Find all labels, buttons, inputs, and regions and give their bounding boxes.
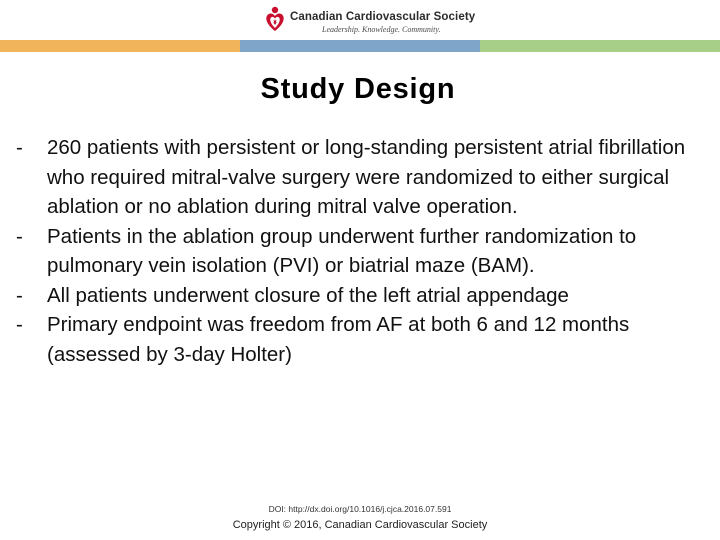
heart-maple-leaf-icon: [264, 6, 286, 32]
bullet-item: [16, 310, 706, 369]
color-bar-orange: [0, 40, 240, 52]
bullet-text: 260 patients with persistent or long-standing persistent atrial fibrillation who required mitral-valve surgery were randomized to either surgical ablation or no ablation during mitral valve operation.: [47, 136, 686, 218]
slide-title: Study Design: [260, 73, 456, 105]
color-bar-green: [480, 40, 720, 52]
color-bar-blue: [240, 40, 480, 52]
copyright-notice: Copyright © 2016, Canadian Cardiovascular Society: [232, 519, 488, 531]
bullet-item: [16, 222, 706, 281]
bullet-text: All patients underwent closure of the left atrial appendage: [47, 283, 569, 307]
bullet-list: [16, 133, 706, 369]
bullet-marker: -: [16, 283, 23, 307]
bullet-item: [16, 133, 706, 222]
org-name: Canadian Cardiovascular Society: [290, 11, 476, 23]
doi-link[interactable]: DOI: http://dx.doi.org/10.1016/j.cjca.2016.07.591: [268, 504, 452, 514]
bullet-item: [16, 281, 706, 311]
color-bar: [0, 40, 720, 52]
bullet-marker: -: [16, 224, 23, 248]
bullet-text: Patients in the ablation group underwent further randomization to pulmonary vein isolation (PVI) or biatrial maze (BAM).: [47, 224, 637, 277]
slide-header: [0, 0, 720, 40]
bullet-marker: -: [16, 136, 23, 159]
bullet-text: Primary endpoint was freedom from AF at both 6 and 12 months (assessed by 3-day Holter): [47, 313, 630, 366]
ccs-logo: [264, 6, 476, 36]
org-tagline: Leadership. Knowledge. Community.: [322, 25, 441, 34]
bullet-marker: -: [16, 313, 23, 336]
